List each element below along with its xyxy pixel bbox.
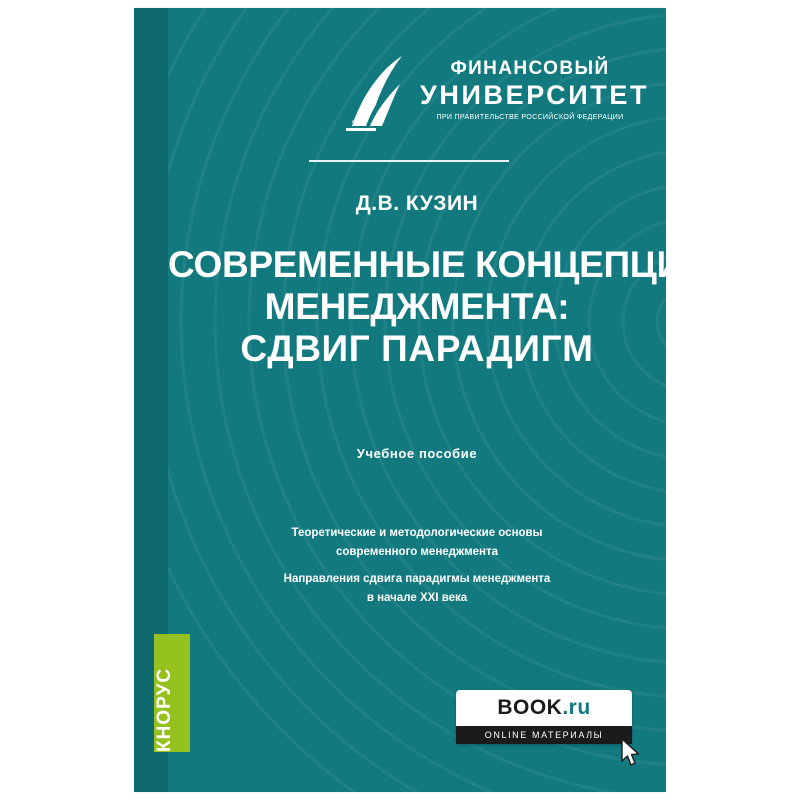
- book-cover: [134, 8, 710, 792]
- book-subtitle: Учебное пособие: [356, 446, 478, 461]
- title-line-2: МЕНЕДЖМЕНТА:: [264, 286, 570, 327]
- badge-domain: .ru: [562, 696, 591, 719]
- svg-text:ФА: ФА: [352, 120, 361, 126]
- topic-line-1: Теоретические и методологические основы: [291, 527, 543, 539]
- university-emblem-icon: [340, 54, 412, 138]
- badge-tagline: ONLINE МАТЕРИАЛЫ: [456, 726, 632, 744]
- mouse-cursor-icon: [620, 738, 642, 768]
- author-name: Д.В. КУЗИН: [355, 192, 479, 215]
- title-line-1: СОВРЕМЕННЫЕ КОНЦЕПЦИИ: [168, 244, 710, 285]
- university-logo: [340, 50, 650, 146]
- title-line-3: СДВИГ ПАРАДИГМ: [240, 328, 594, 369]
- university-name-line1: ФИНАНСОВЫЙ: [450, 58, 610, 79]
- book-ru-badge: [456, 690, 632, 744]
- book-title: [168, 244, 710, 370]
- badge-name: BOOK: [497, 696, 563, 719]
- university-name-line3: ПРИ ПРАВИТЕЛЬСТВЕ РОССИЙСКОЙ ФЕДЕРАЦИИ: [436, 114, 624, 121]
- topic-line-4: в начале XXI века: [366, 592, 468, 604]
- topics-list: [168, 524, 666, 608]
- topic-line-3: Направления сдвига парадигмы менеджмента: [283, 573, 551, 585]
- topics-spacer: [168, 562, 666, 570]
- badge-title: [456, 696, 632, 720]
- university-name-line2: УНИВЕРСИТЕТ: [420, 80, 650, 110]
- topic-line-2: современного менеджмента: [335, 546, 498, 558]
- divider-rule: [309, 160, 509, 162]
- publisher-name: КНОРУС: [154, 667, 175, 752]
